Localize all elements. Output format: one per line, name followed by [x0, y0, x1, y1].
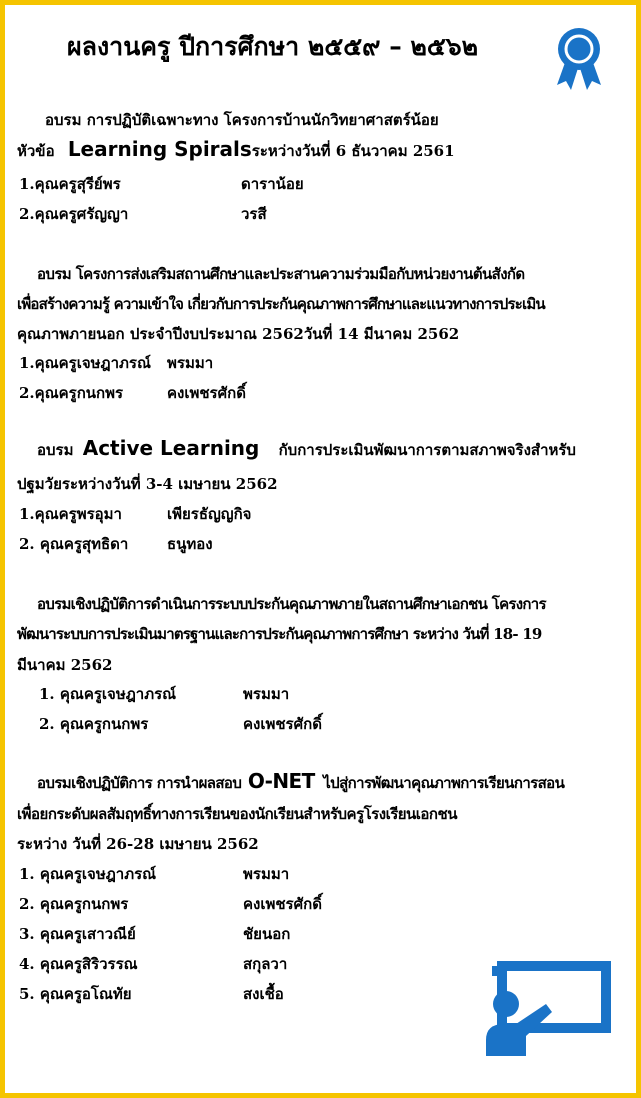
s3-person-1-name: 1.คุณครูพรอุมา	[19, 505, 122, 523]
s1-topic-date: ระหว่างวันที่ 6 ธันวาคม 2561	[251, 142, 455, 160]
s5-person-5-name: 5. คุณครูอโณทัย	[19, 985, 132, 1003]
s5-person-1-name: 1. คุณครูเจษฎาภรณ์	[19, 865, 157, 883]
s3-person-2-surname: ธนูทอง	[167, 535, 213, 553]
s3-person-2-name: 2. คุณครูสุทธิดา	[19, 535, 129, 553]
s5-person-2-surname: คงเพชรศักดิ์	[243, 895, 322, 913]
s2-person-2-name: 2.คุณครูกนกพร	[19, 384, 124, 402]
s1-topic-prefix: หัวข้อ	[17, 142, 55, 160]
s4-line-3: มีนาคม 2562	[17, 656, 113, 674]
s2-line-1: อบรม โครงการส่งเสริมสถานศึกษาและประสานความร่วมมือกับหน่วยงานต้นสังกัด	[37, 265, 525, 283]
s5-person-4-surname: สกุลวา	[243, 955, 288, 973]
teacher-presentation-icon	[480, 960, 612, 1060]
page-title: ผลงานครู ปีการศึกษา ๒๕๕๙ – ๒๕๖๒	[67, 32, 479, 61]
s1-heading: อบรม การปฏิบัติเฉพาะทาง โครงการบ้านนักวิทยาศาสตร์น้อย	[45, 111, 439, 129]
s3-line-2: ปฐมวัยระหว่างวันที่ 3-4 เมษายน 2562	[17, 475, 278, 493]
s5-person-1-surname: พรมมา	[243, 865, 290, 883]
s5-person-5-surname: สงเชื้อ	[243, 985, 284, 1003]
s5-line-1-rest: ไปสู่การพัฒนาคุณภาพการเรียนการสอน	[323, 774, 565, 792]
award-ribbon-icon	[553, 27, 605, 93]
s2-line-3: คุณภาพภายนอก ประจำปีงบประมาณ 2562วันที่ 14 มีนาคม 2562	[17, 325, 460, 343]
s2-person-2-surname: คงเพชรศักดิ์	[167, 384, 246, 402]
s1-topic-line	[17, 137, 455, 163]
s4-line-1: อบรมเชิงปฏิบัติการดำเนินการระบบประกันคุณภาพภายในสถานศึกษาเอกชน โครงการ	[37, 595, 546, 613]
s3-topic-en: Active Learning	[82, 436, 260, 460]
s1-person-2-surname: วรสี	[241, 205, 267, 223]
s5-line-3: ระหว่าง วันที่ 26-28 เมษายน 2562	[17, 835, 259, 853]
s4-person-2-name: 2. คุณครูกนกพร	[39, 715, 149, 733]
s5-line-1	[37, 769, 564, 795]
s4-line-2: พัฒนาระบบการประเมินมาตรฐานและการประกันคุณภาพการศึกษา ระหว่าง วันที่ 18- 19	[17, 625, 542, 643]
s4-person-1-surname: พรมมา	[243, 685, 290, 703]
s1-person-2-name: 2.คุณครูศรัญญา	[19, 205, 129, 223]
s5-topic-en: O-NET	[247, 769, 315, 793]
s5-line-2: เพื่อยกระดับผลสัมฤทธิ์ทางการเรียนของนักเรียนสำหรับครูโรงเรียนเอกชน	[17, 805, 457, 823]
s2-person-1-name: 1.คุณครูเจษฎาภรณ์	[19, 354, 151, 372]
s3-prefix: อบรม	[37, 441, 74, 459]
s5-person-4-name: 4. คุณครูสิริวรรณ	[19, 955, 138, 973]
s1-topic-en: Learning Spirals	[67, 137, 252, 161]
s3-person-1-surname: เพียรธัญญกิจ	[167, 505, 252, 523]
s5-person-3-name: 3. คุณครูเสาวณีย์	[19, 925, 136, 943]
s5-person-3-surname: ชัยนอก	[243, 925, 291, 943]
s3-line-1-rest: กับการประเมินพัฒนาการตามสภาพจริงสำหรับ	[278, 441, 576, 459]
s2-person-1-surname: พรมมา	[167, 354, 214, 372]
s4-person-2-surname: คงเพชรศักดิ์	[243, 715, 322, 733]
s1-person-1-name: 1.คุณครูสุรีย์พร	[19, 175, 121, 193]
s4-person-1-name: 1. คุณครูเจษฎาภรณ์	[39, 685, 177, 703]
s1-person-1-surname: ดาราน้อย	[241, 175, 304, 193]
s5-person-2-name: 2. คุณครูกนกพร	[19, 895, 129, 913]
s3-line-1	[37, 436, 576, 462]
s2-line-2: เพื่อสร้างความรู้ ความเข้าใจ เกี่ยวกับการประกันคุณภาพการศึกษาและแนวทางการประเมิน	[17, 295, 545, 313]
s5-prefix: อบรมเชิงปฏิบัติการ การนำผลสอบ	[37, 774, 242, 792]
